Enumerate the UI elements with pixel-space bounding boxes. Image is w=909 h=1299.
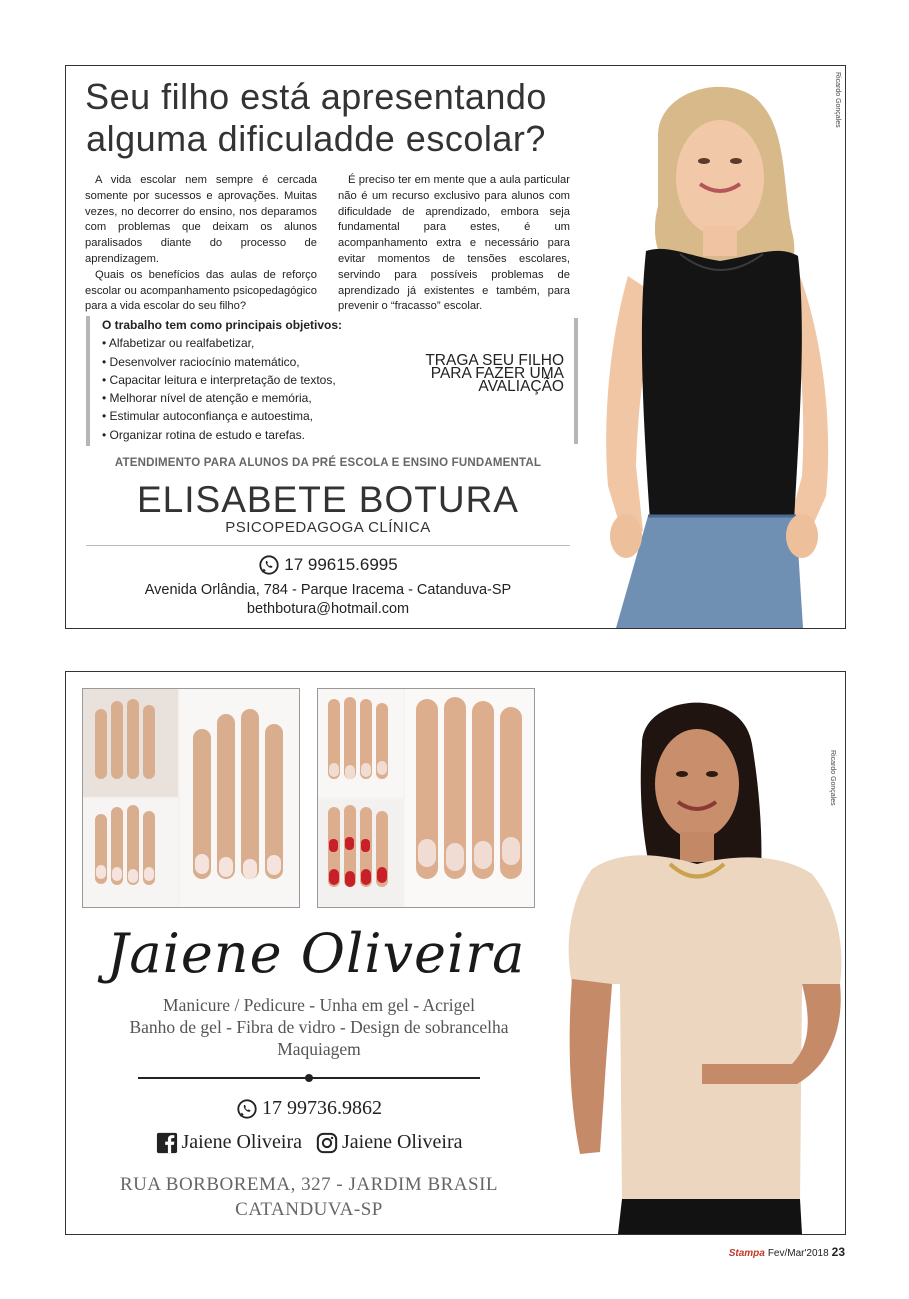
objective-item: • Organizar rotina de estudo e tarefas. <box>102 426 382 444</box>
photo-credit: Ricardo Gonçales <box>829 750 836 806</box>
attendance-note: ATENDIMENTO PARA ALUNOS DA PRÉ ESCOLA E ENSINO FUNDAMENTAL <box>114 457 542 469</box>
divider <box>86 545 570 546</box>
facebook-handle: Jaiene Oliveira <box>181 1131 302 1153</box>
call-to-action <box>388 318 578 444</box>
whatsapp-icon <box>236 1098 258 1120</box>
ad1-phone-number: 17 99615.6995 <box>284 555 398 574</box>
page-number: 23 <box>831 1245 845 1259</box>
instagram-handle: Jaiene Oliveira <box>342 1131 463 1153</box>
objective-item: • Melhorar nível de atenção e memória, <box>102 389 382 407</box>
manicure-ad <box>65 671 846 1235</box>
facebook-icon <box>156 1132 178 1154</box>
ad1-headline <box>76 76 556 160</box>
ad1-text-column-right <box>338 173 570 315</box>
services-list <box>86 994 552 1060</box>
objective-item: • Capacitar leitura e interpretação de textos, <box>102 371 382 389</box>
objectives-title: O trabalho tem como principais objetivos: <box>102 318 343 332</box>
ad2-address <box>86 1172 532 1222</box>
ad1-text-column-left <box>85 173 317 315</box>
facebook-link[interactable] <box>156 1131 303 1154</box>
objectives-list <box>102 334 382 444</box>
nail-photo-collage <box>317 688 535 908</box>
ad1-email: bethbotura@hotmail.com <box>246 601 410 617</box>
cta-line: PARA FAZER UMA <box>430 364 564 382</box>
psychopedagogy-ad <box>65 65 846 629</box>
ad2-phone <box>86 1097 532 1120</box>
ad1-paragraph: É preciso ter em mente que a aula particular não é um recurso exclusivo para alunos com dificuldade de aprendizado, embora seja fundamental para estes, é um acompanhamento extra e necessário para evitar momentos de tensões escolares, servindo para possíveis problemas de aprendizado já existentes e também, para prevenir o “fracasso” escolar. <box>338 174 570 313</box>
service-line: Maquiagem <box>277 1039 361 1059</box>
ad1-paragraph: A vida escolar nem sempre é cercada somente por sucessos e aprovações. Muitas vezes, no decorrer do ensino, nos deparamos com problemas que deixam os alunos paralisados diante do processo de aprendizagem. <box>85 174 317 265</box>
issue-date: Fev/Mar'2018 <box>767 1248 829 1259</box>
instagram-icon <box>316 1132 338 1154</box>
ad1-phone <box>86 554 570 576</box>
ad1-headline-line-2: alguma dificuladde escolar? <box>86 118 546 159</box>
social-links <box>86 1131 532 1154</box>
professional-role: PSICOPEDAGOGA CLÍNICA <box>225 519 431 536</box>
page-footer <box>729 1245 845 1259</box>
nail-photo-collage <box>82 688 300 908</box>
service-line: Manicure / Pedicure - Unha em gel - Acrigel <box>163 995 475 1015</box>
ad1-headline-line-1: Seu filho está apresentando <box>85 76 547 117</box>
objectives-box <box>86 316 382 446</box>
objective-item: • Estimular autoconfiança e autoestima, <box>102 407 382 425</box>
portrait-photo <box>588 66 845 628</box>
cta-line: AVALIAÇÃO <box>478 377 564 395</box>
whatsapp-icon <box>258 554 280 576</box>
ad1-paragraph: Quais os benefícios das aulas de reforço escolar ou acompanhamento psicopedagógico para a vida escolar do seu filho? <box>85 268 317 313</box>
address-line: RUA BORBOREMA, 327 - JARDIM BRASIL <box>119 1174 499 1195</box>
address-line: CATANDUVA-SP <box>235 1199 383 1220</box>
portrait-photo <box>552 684 845 1234</box>
photo-credit: Ricardo Gonçales <box>834 72 841 128</box>
ad2-phone-number: 17 99736.9862 <box>262 1097 382 1119</box>
objective-item: • Alfabetizar ou realfabetizar, <box>102 334 382 352</box>
magazine-brand: Stampa <box>728 1248 765 1259</box>
service-line: Banho de gel - Fibra de vidro - Design de sobrancelha <box>129 1017 509 1037</box>
cta-line: TRAGA SEU FILHO <box>425 351 564 369</box>
objective-item: • Desenvolver raciocínio matemático, <box>102 353 382 371</box>
salon-name: Jaiene Oliveira <box>106 922 526 985</box>
divider-dot <box>305 1074 313 1082</box>
ad1-address: Avenida Orlândia, 784 - Parque Iracema - Catanduva-SP <box>144 582 512 598</box>
instagram-link[interactable] <box>316 1131 463 1154</box>
professional-name: ELISABETE BOTURA <box>137 479 519 520</box>
